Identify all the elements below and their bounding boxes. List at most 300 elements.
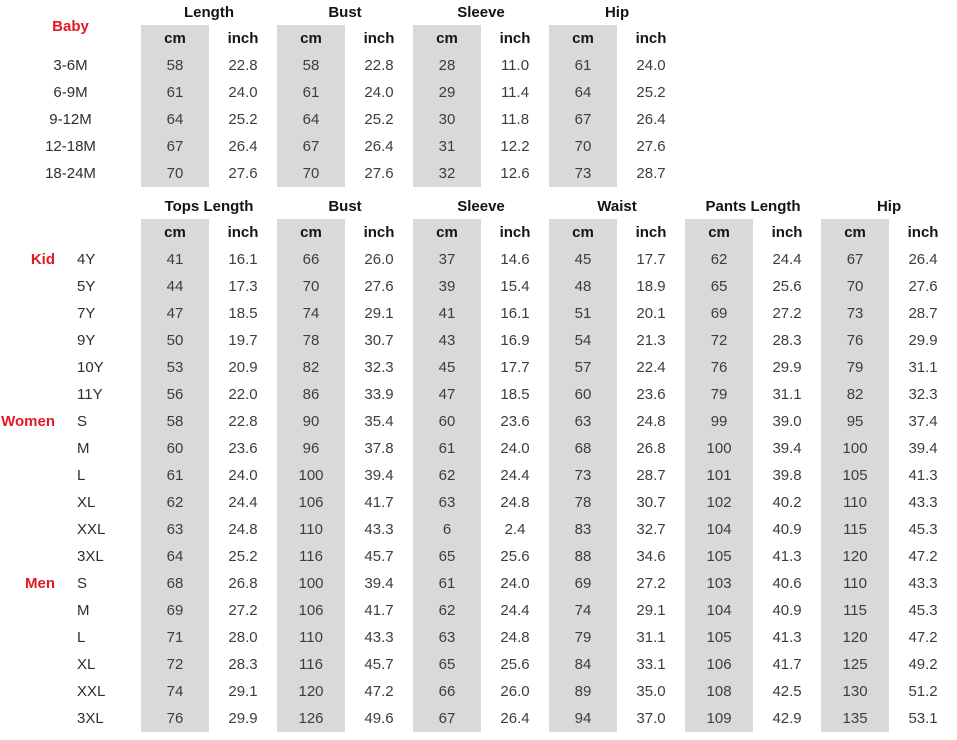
main-row-xl <box>0 651 957 678</box>
baby-value-cm: 61 <box>277 79 345 106</box>
kid-women-men-size-table <box>0 194 957 732</box>
section-label-empty <box>0 651 58 678</box>
main-value-inch: 23.6 <box>500 413 530 430</box>
main-value-inch: 37.8 <box>364 440 394 457</box>
main-value-inch: 39.4 <box>364 575 394 592</box>
baby-group-header-sleeve: Sleeve <box>457 4 505 21</box>
section-label-men: Men <box>25 575 55 592</box>
main-value-inch: 18.9 <box>636 278 666 295</box>
main-value-cm: 62 <box>413 462 481 489</box>
main-value-cm: 76 <box>821 327 889 354</box>
main-value-inch: 22.8 <box>228 413 258 430</box>
main-value-cm: 110 <box>277 624 345 651</box>
main-unit-inch-sleeve: inch <box>499 224 531 241</box>
main-value-inch: 32.3 <box>364 359 394 376</box>
main-value-cm: 45 <box>413 354 481 381</box>
main-value-cm: 78 <box>549 489 617 516</box>
section-label-empty <box>0 381 58 408</box>
baby-value-cm: 61 <box>141 79 209 106</box>
main-value-cm: 53 <box>141 354 209 381</box>
section-label-empty <box>0 516 58 543</box>
main-group-header-tops-length: Tops Length <box>164 198 254 215</box>
main-value-inch: 37.0 <box>636 710 666 727</box>
baby-row-label: 3-6M <box>53 57 88 74</box>
main-value-inch: 40.6 <box>772 575 802 592</box>
main-value-cm: 61 <box>413 435 481 462</box>
main-value-inch: 40.9 <box>772 602 802 619</box>
main-value-cm: 76 <box>685 354 753 381</box>
main-value-inch: 17.3 <box>228 278 258 295</box>
main-value-inch: 25.6 <box>500 656 530 673</box>
main-value-cm: 63 <box>413 624 481 651</box>
main-value-inch: 26.0 <box>500 683 530 700</box>
main-value-cm: 71 <box>141 624 209 651</box>
main-row-7y <box>0 300 957 327</box>
main-value-inch: 25.6 <box>772 278 802 295</box>
main-value-cm: 135 <box>821 705 889 732</box>
main-group-header-pants-length: Pants Length <box>705 198 801 215</box>
baby-value-cm: 29 <box>413 79 481 106</box>
main-value-cm: 65 <box>413 651 481 678</box>
main-value-cm: 63 <box>141 516 209 543</box>
main-value-cm: 70 <box>277 273 345 300</box>
main-value-inch: 17.7 <box>636 251 666 268</box>
main-value-cm: 60 <box>141 435 209 462</box>
main-value-inch: 29.9 <box>228 710 258 727</box>
section-label-empty <box>0 327 58 354</box>
main-row-11y <box>0 381 957 408</box>
main-value-cm: 115 <box>821 516 889 543</box>
main-value-cm: 79 <box>685 381 753 408</box>
main-value-cm: 100 <box>277 570 345 597</box>
main-value-cm: 104 <box>685 597 753 624</box>
main-value-inch: 30.7 <box>636 494 666 511</box>
main-value-inch: 45.3 <box>908 602 938 619</box>
main-value-cm: 100 <box>685 435 753 462</box>
main-group-header-waist: Waist <box>597 198 637 215</box>
main-value-inch: 30.7 <box>364 332 394 349</box>
main-value-inch: 18.5 <box>228 305 258 322</box>
main-value-inch: 24.8 <box>228 521 258 538</box>
size-label: L <box>77 629 86 646</box>
main-value-cm: 116 <box>277 543 345 570</box>
baby-row-9-12m <box>0 106 685 133</box>
main-value-cm: 50 <box>141 327 209 354</box>
section-label-women: Women <box>1 413 55 430</box>
baby-table-body <box>0 52 685 187</box>
main-value-inch: 29.1 <box>636 602 666 619</box>
main-value-inch: 24.4 <box>228 494 258 511</box>
main-value-inch: 32.7 <box>636 521 666 538</box>
main-value-cm: 125 <box>821 651 889 678</box>
main-unit-inch-bust: inch <box>363 224 395 241</box>
main-value-inch: 22.4 <box>636 359 666 376</box>
main-value-cm: 66 <box>413 678 481 705</box>
baby-value-inch: 25.2 <box>364 111 394 128</box>
main-unit-cm-tops-length: cm <box>141 219 209 246</box>
size-label: XL <box>77 494 96 511</box>
main-value-inch: 24.8 <box>500 494 530 511</box>
size-label: XL <box>77 656 96 673</box>
main-value-inch: 28.7 <box>908 305 938 322</box>
main-value-cm: 126 <box>277 705 345 732</box>
main-unit-cm-pants-length: cm <box>685 219 753 246</box>
baby-value-inch: 27.6 <box>364 165 394 182</box>
main-value-cm: 94 <box>549 705 617 732</box>
main-value-cm: 68 <box>549 435 617 462</box>
size-label: M <box>77 440 90 457</box>
main-value-cm: 99 <box>685 408 753 435</box>
main-value-cm: 86 <box>277 381 345 408</box>
main-value-cm: 100 <box>277 462 345 489</box>
main-value-inch: 47.2 <box>908 548 938 565</box>
baby-value-inch: 25.2 <box>228 111 258 128</box>
main-value-cm: 70 <box>821 273 889 300</box>
baby-value-cm: 32 <box>413 160 481 187</box>
main-value-cm: 67 <box>413 705 481 732</box>
main-value-inch: 41.3 <box>772 629 802 646</box>
main-value-cm: 105 <box>685 624 753 651</box>
baby-value-inch: 22.8 <box>364 57 394 74</box>
main-row-xxl <box>0 516 957 543</box>
main-value-inch: 21.3 <box>636 332 666 349</box>
main-value-cm: 90 <box>277 408 345 435</box>
baby-value-cm: 31 <box>413 133 481 160</box>
main-value-cm: 82 <box>277 354 345 381</box>
size-label: 3XL <box>77 710 104 727</box>
main-value-cm: 102 <box>685 489 753 516</box>
main-value-inch: 2.4 <box>504 521 526 538</box>
baby-unit-cm-hip: cm <box>549 25 617 52</box>
baby-unit-cm-sleeve: cm <box>413 25 481 52</box>
main-row-m <box>0 597 957 624</box>
baby-value-cm: 67 <box>549 106 617 133</box>
main-value-inch: 39.0 <box>772 413 802 430</box>
main-value-cm: 130 <box>821 678 889 705</box>
main-value-cm: 76 <box>141 705 209 732</box>
main-value-cm: 69 <box>549 570 617 597</box>
main-value-cm: 110 <box>821 570 889 597</box>
main-value-inch: 20.1 <box>636 305 666 322</box>
main-row-xl <box>0 489 957 516</box>
main-value-inch: 35.4 <box>364 413 394 430</box>
main-value-inch: 28.0 <box>228 629 258 646</box>
main-value-inch: 16.1 <box>500 305 530 322</box>
baby-row-label: 6-9M <box>53 84 88 101</box>
baby-value-inch: 27.6 <box>636 138 666 155</box>
main-value-cm: 72 <box>685 327 753 354</box>
size-label: 4Y <box>77 251 96 268</box>
baby-value-inch: 27.6 <box>228 165 258 182</box>
baby-value-inch: 11.0 <box>500 57 530 74</box>
main-value-inch: 40.9 <box>772 521 802 538</box>
main-value-inch: 45.7 <box>364 656 394 673</box>
baby-group-header-length: Length <box>184 4 234 21</box>
main-row-l <box>0 462 957 489</box>
main-header-spacer <box>0 194 141 219</box>
main-value-inch: 24.0 <box>500 440 530 457</box>
main-value-inch: 24.4 <box>772 251 802 268</box>
main-value-cm: 120 <box>821 543 889 570</box>
main-value-cm: 69 <box>141 597 209 624</box>
main-value-inch: 20.9 <box>228 359 258 376</box>
main-value-inch: 27.2 <box>772 305 802 322</box>
main-value-cm: 51 <box>549 300 617 327</box>
main-value-cm: 60 <box>549 381 617 408</box>
baby-value-inch: 26.4 <box>364 138 394 155</box>
main-value-inch: 19.7 <box>228 332 258 349</box>
baby-value-cm: 67 <box>141 133 209 160</box>
section-label-empty <box>0 597 58 624</box>
size-label: 3XL <box>77 548 104 565</box>
section-label-empty <box>0 354 58 381</box>
main-value-cm: 115 <box>821 597 889 624</box>
main-value-inch: 26.8 <box>636 440 666 457</box>
size-label: S <box>77 413 88 430</box>
size-label: 5Y <box>77 278 96 295</box>
main-value-cm: 44 <box>141 273 209 300</box>
main-value-cm: 45 <box>549 246 617 273</box>
main-value-cm: 63 <box>549 408 617 435</box>
main-value-cm: 74 <box>549 597 617 624</box>
main-value-cm: 84 <box>549 651 617 678</box>
main-value-cm: 65 <box>685 273 753 300</box>
main-group-header-row <box>0 194 957 219</box>
baby-size-table <box>0 0 685 187</box>
main-value-inch: 43.3 <box>364 629 394 646</box>
main-value-cm: 47 <box>413 381 481 408</box>
main-value-inch: 51.2 <box>908 683 938 700</box>
main-value-inch: 23.6 <box>228 440 258 457</box>
main-unit-cm-hip: cm <box>821 219 889 246</box>
size-label: 7Y <box>77 305 96 322</box>
main-value-cm: 6 <box>413 516 481 543</box>
main-value-inch: 16.1 <box>228 251 258 268</box>
main-value-inch: 53.1 <box>908 710 938 727</box>
main-value-cm: 120 <box>821 624 889 651</box>
section-label-empty <box>0 489 58 516</box>
main-value-cm: 73 <box>549 462 617 489</box>
main-value-inch: 32.3 <box>908 386 938 403</box>
baby-group-header-bust: Bust <box>328 4 362 21</box>
main-value-inch: 15.4 <box>500 278 530 295</box>
size-label: 9Y <box>77 332 96 349</box>
main-value-cm: 65 <box>413 543 481 570</box>
main-value-cm: 78 <box>277 327 345 354</box>
main-value-inch: 47.2 <box>908 629 938 646</box>
main-row-kid-4y <box>0 246 957 273</box>
main-value-cm: 108 <box>685 678 753 705</box>
main-value-inch: 26.4 <box>908 251 938 268</box>
main-value-cm: 43 <box>413 327 481 354</box>
main-value-cm: 62 <box>413 597 481 624</box>
size-label: XXL <box>77 683 106 700</box>
main-value-inch: 29.1 <box>364 305 394 322</box>
main-unit-cm-sleeve: cm <box>413 219 481 246</box>
main-value-cm: 56 <box>141 381 209 408</box>
main-value-inch: 29.9 <box>772 359 802 376</box>
main-value-inch: 39.8 <box>772 467 802 484</box>
baby-value-inch: 24.0 <box>364 84 394 101</box>
baby-value-cm: 70 <box>549 133 617 160</box>
main-row-3xl <box>0 543 957 570</box>
main-row-m <box>0 435 957 462</box>
size-label: S <box>77 575 88 592</box>
main-value-inch: 22.0 <box>228 386 258 403</box>
baby-row-12-18m <box>0 133 685 160</box>
main-value-cm: 104 <box>685 516 753 543</box>
main-value-inch: 27.2 <box>636 575 666 592</box>
main-value-inch: 33.1 <box>636 656 666 673</box>
baby-value-cm: 64 <box>549 79 617 106</box>
main-value-inch: 29.9 <box>908 332 938 349</box>
main-row-l <box>0 624 957 651</box>
main-value-cm: 37 <box>413 246 481 273</box>
main-value-inch: 41.3 <box>772 548 802 565</box>
baby-value-cm: 61 <box>549 52 617 79</box>
main-value-cm: 41 <box>413 300 481 327</box>
main-value-inch: 45.3 <box>908 521 938 538</box>
main-value-cm: 79 <box>549 624 617 651</box>
main-value-inch: 27.6 <box>364 278 394 295</box>
main-value-cm: 74 <box>141 678 209 705</box>
main-row-10y <box>0 354 957 381</box>
section-label-kid: Kid <box>30 251 55 268</box>
main-value-inch: 24.4 <box>500 602 530 619</box>
main-value-inch: 31.1 <box>908 359 938 376</box>
main-value-cm: 54 <box>549 327 617 354</box>
size-label: 11Y <box>77 386 103 403</box>
baby-value-cm: 70 <box>277 160 345 187</box>
main-value-inch: 37.4 <box>908 413 938 430</box>
main-value-inch: 24.4 <box>500 467 530 484</box>
main-value-inch: 40.2 <box>772 494 802 511</box>
size-label: 10Y <box>77 359 104 376</box>
main-value-inch: 26.0 <box>364 251 394 268</box>
main-value-inch: 43.3 <box>908 494 938 511</box>
main-value-cm: 60 <box>413 408 481 435</box>
main-value-inch: 29.1 <box>228 683 258 700</box>
main-value-cm: 66 <box>277 246 345 273</box>
main-value-cm: 47 <box>141 300 209 327</box>
main-value-cm: 82 <box>821 381 889 408</box>
main-value-inch: 39.4 <box>364 467 394 484</box>
main-group-header-hip: Hip <box>876 198 902 215</box>
baby-value-inch: 28.7 <box>636 165 666 182</box>
main-unit-cm-waist: cm <box>549 219 617 246</box>
main-value-inch: 41.7 <box>364 602 394 619</box>
baby-unit-inch-bust: inch <box>363 30 395 47</box>
baby-value-inch: 24.0 <box>636 57 666 74</box>
main-unit-header-row <box>0 219 957 246</box>
main-value-cm: 48 <box>549 273 617 300</box>
main-value-inch: 41.3 <box>908 467 938 484</box>
main-value-cm: 89 <box>549 678 617 705</box>
main-value-cm: 73 <box>821 300 889 327</box>
main-value-cm: 61 <box>413 570 481 597</box>
baby-row-18-24m <box>0 160 685 187</box>
main-value-cm: 96 <box>277 435 345 462</box>
main-unit-inch-tops-length: inch <box>227 224 259 241</box>
baby-value-inch: 26.4 <box>636 111 666 128</box>
main-value-inch: 41.7 <box>772 656 802 673</box>
baby-value-inch: 24.0 <box>228 84 258 101</box>
main-value-inch: 33.9 <box>364 386 394 403</box>
main-value-cm: 74 <box>277 300 345 327</box>
main-value-cm: 39 <box>413 273 481 300</box>
size-label: L <box>77 467 86 484</box>
main-value-inch: 28.3 <box>772 332 802 349</box>
baby-value-cm: 64 <box>141 106 209 133</box>
baby-value-inch: 12.2 <box>500 138 530 155</box>
main-value-cm: 106 <box>685 651 753 678</box>
main-value-cm: 69 <box>685 300 753 327</box>
main-value-cm: 67 <box>821 246 889 273</box>
main-value-inch: 14.6 <box>500 251 530 268</box>
main-value-inch: 41.7 <box>364 494 394 511</box>
main-value-cm: 116 <box>277 651 345 678</box>
section-label-empty <box>0 300 58 327</box>
baby-value-cm: 58 <box>141 52 209 79</box>
main-value-cm: 110 <box>277 516 345 543</box>
main-unit-cm-bust: cm <box>277 219 345 246</box>
baby-group-header-row <box>0 0 685 25</box>
main-value-inch: 26.4 <box>500 710 530 727</box>
baby-value-cm: 58 <box>277 52 345 79</box>
baby-value-inch: 11.4 <box>500 84 530 101</box>
baby-unit-inch-hip: inch <box>635 30 667 47</box>
main-value-inch: 31.1 <box>636 629 666 646</box>
main-row-5y <box>0 273 957 300</box>
main-value-inch: 47.2 <box>364 683 394 700</box>
main-row-men-s <box>0 570 957 597</box>
main-value-inch: 28.3 <box>228 656 258 673</box>
main-value-cm: 72 <box>141 651 209 678</box>
main-value-cm: 88 <box>549 543 617 570</box>
baby-value-cm: 67 <box>277 133 345 160</box>
baby-row-3-6m <box>0 52 685 79</box>
baby-value-cm: 73 <box>549 160 617 187</box>
main-value-inch: 23.6 <box>636 386 666 403</box>
main-value-inch: 43.3 <box>908 575 938 592</box>
main-value-inch: 42.5 <box>772 683 802 700</box>
main-value-cm: 62 <box>141 489 209 516</box>
main-value-inch: 35.0 <box>636 683 666 700</box>
main-value-inch: 27.6 <box>908 278 938 295</box>
main-unit-inch-waist: inch <box>635 224 667 241</box>
main-value-inch: 16.9 <box>500 332 530 349</box>
baby-value-inch: 11.8 <box>500 111 530 128</box>
baby-value-cm: 30 <box>413 106 481 133</box>
main-value-inch: 18.5 <box>500 386 530 403</box>
main-row-xxl <box>0 678 957 705</box>
main-value-cm: 120 <box>277 678 345 705</box>
main-value-inch: 17.7 <box>500 359 530 376</box>
main-value-cm: 58 <box>141 408 209 435</box>
main-value-inch: 49.6 <box>364 710 394 727</box>
main-value-inch: 24.8 <box>500 629 530 646</box>
section-label-empty <box>0 624 58 651</box>
section-label-empty <box>0 273 58 300</box>
main-value-inch: 39.4 <box>908 440 938 457</box>
main-value-inch: 39.4 <box>772 440 802 457</box>
main-value-cm: 105 <box>821 462 889 489</box>
main-value-cm: 105 <box>685 543 753 570</box>
main-value-cm: 41 <box>141 246 209 273</box>
main-row-9y <box>0 327 957 354</box>
baby-row-label: 9-12M <box>49 111 92 128</box>
baby-value-inch: 12.6 <box>500 165 530 182</box>
